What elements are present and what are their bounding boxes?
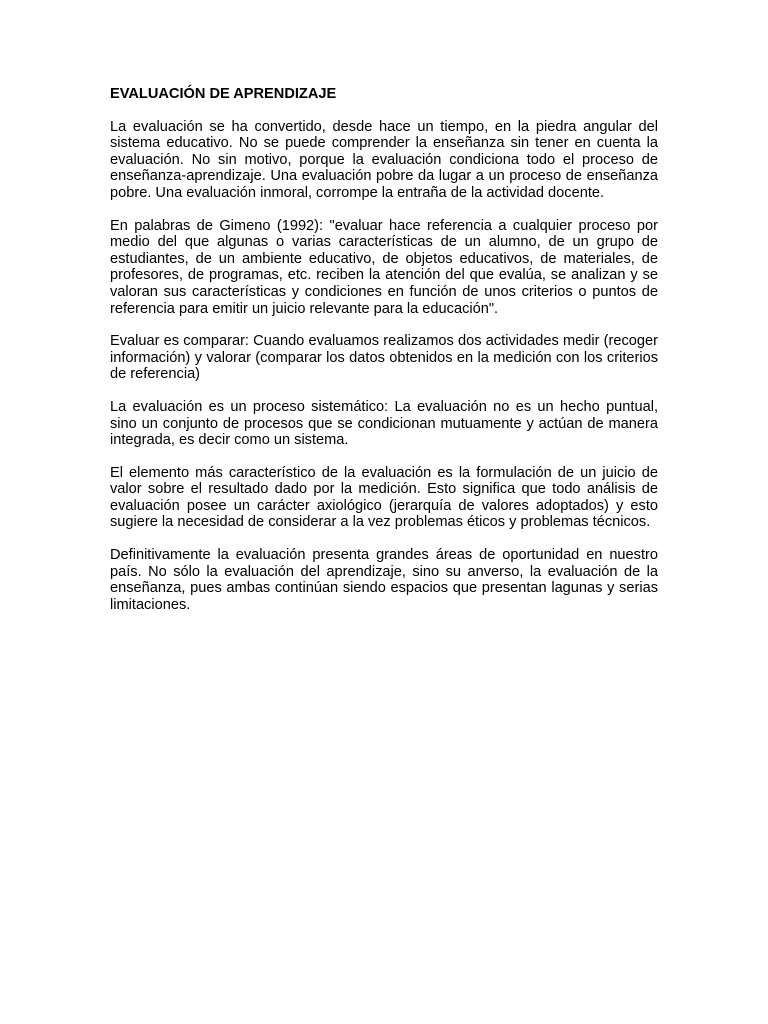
paragraph-4: La evaluación es un proceso sistemático: La evaluación no es un hecho puntual, sino un conjunto de procesos que se condicionan mutuamente y actúan de manera integrada, es decir como un sistema. bbox=[110, 398, 658, 449]
paragraph-5: El elemento más característico de la evaluación es la formulación de un juicio de valor sobre el resultado dado por la medición. Esto significa que todo análisis de evaluación posee un carácter axiológico (jerarquía de valores adoptados) y esto sugiere la necesidad de considerar a la vez problemas éticos y problemas técnicos. bbox=[110, 464, 658, 531]
paragraph-2: En palabras de Gimeno (1992): "evaluar hace referencia a cualquier proceso por medio del que algunas o varias características de un alumno, de un grupo de estudiantes, de un ambiente educativo, de objetos educativos, de materiales, de profesores, de programas, etc. reciben la atención del que evalúa, se analizan y se valoran sus características y condiciones en función de unos criterios o puntos de referencia para emitir un juicio relevante para la educación". bbox=[110, 217, 658, 317]
paragraph-3: Evaluar es comparar: Cuando evaluamos realizamos dos actividades medir (recoger información) y valorar (comparar los datos obtenidos en la medición con los criterios de referencia) bbox=[110, 333, 658, 383]
paragraph-1: La evaluación se ha convertido, desde hace un tiempo, en la piedra angular del sistema educativo. No se puede comprender la enseñanza sin tener en cuenta la evaluación. No sin motivo, porque la evaluación condiciona todo el proceso de enseñanza-aprendizaje. Una evaluación pobre da lugar a un proceso de enseñanza pobre. Una evaluación inmoral, corrompe la entraña de la actividad docente. bbox=[110, 118, 658, 201]
document-page bbox=[110, 86, 658, 629]
paragraph-6: Definitivamente la evaluación presenta grandes áreas de oportunidad en nuestro país. No sólo la evaluación del aprendizaje, sino su anverso, la evaluación de la enseñanza, pues ambas continúan siendo espacios que presentan lagunas y serias limitaciones. bbox=[110, 547, 658, 613]
document-title: EVALUACIÓN DE APRENDIZAJE bbox=[110, 86, 337, 102]
